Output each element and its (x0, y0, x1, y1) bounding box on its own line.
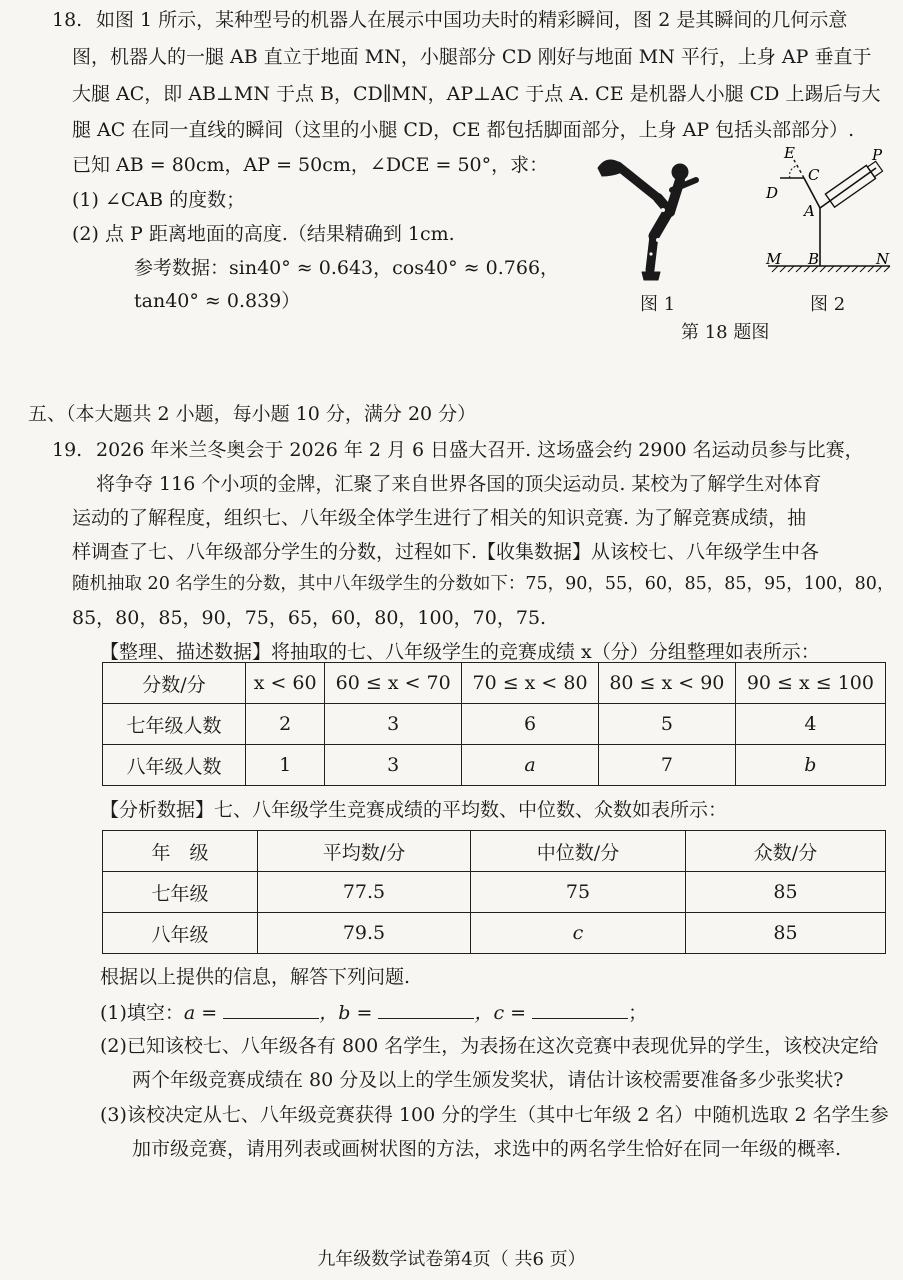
table-header-cell: 60 ≤ x < 70 (325, 663, 462, 704)
table-cell: 3 (325, 745, 462, 786)
q18-line-2: 图，机器人的一腿 AB 直立于地面 MN，小腿部分 CD 刚好与地面 MN 平行，上身 AP 垂直于 (72, 46, 872, 68)
figure-1-label: 图 1 (640, 294, 676, 315)
table-cell: 5 (598, 704, 735, 745)
point-b-label: B (808, 250, 820, 268)
q18-ref2: tan40° ≈ 0.839） (134, 290, 301, 312)
point-m-label: M (766, 250, 782, 268)
analyze-text: 【分析数据】七、八年级学生竞赛成绩的平均数、中位数、众数如表所示： (100, 799, 728, 821)
table-cell: 1 (246, 745, 325, 786)
answer-a-blank[interactable] (223, 1000, 319, 1019)
q19-line-1: 2026 年米兰冬奥会于 2026 年 2 月 6 日盛大召开. 这场盛会约 2900 名运动员参与比赛， (96, 439, 864, 461)
table-header-cell: x < 60 (246, 663, 325, 704)
figure-caption: 第 18 题图 (681, 322, 770, 343)
fill-c-label: ，c = (474, 1002, 527, 1024)
table-cell: a (462, 745, 599, 786)
q18-line-1: 如图 1 所示，某种型号的机器人在展示中国功夫时的精彩瞬间，图 2 是其瞬间的几何示意 (96, 9, 848, 31)
fill-label: (1)填空： (100, 1002, 184, 1024)
table-cell: 3 (325, 704, 462, 745)
table-cell: 4 (735, 704, 885, 745)
part2-line-2: 两个年级竞赛成绩在 80 分及以上的学生颁发奖状，请估计该校需要准备多少张奖状? (132, 1069, 844, 1091)
part2-line-1: (2)已知该校七、八年级各有 800 名学生，为表扬在这次竞赛中表现优异的学生，该校决定给 (100, 1035, 879, 1057)
table-header-row (103, 663, 886, 704)
table-row (103, 745, 886, 786)
table-cell: 7 (598, 745, 735, 786)
table-header-cell: 分数/分 (103, 663, 246, 704)
fill-end: ； (628, 1002, 648, 1024)
table-header-cell: 80 ≤ x < 90 (598, 663, 735, 704)
table-cell: 七年级 (103, 872, 258, 913)
table-cell: 77.5 (258, 872, 471, 913)
q19-line-3: 运动的了解程度，组织七、八年级全体学生进行了相关的知识竞赛. 为了解竞赛成绩，抽 (72, 507, 807, 529)
table-row (103, 872, 886, 913)
table-row (103, 704, 886, 745)
q18-line-4: 腿 AC 在同一直线的瞬间（这里的小腿 CD，CE 都包括脚面部分，上身 AP 包括头部部分）. (72, 119, 855, 141)
table-header-row (103, 831, 886, 872)
point-a-label: A (804, 202, 815, 220)
answer-c-blank[interactable] (532, 1000, 628, 1019)
segment-ap (820, 168, 876, 208)
q19-line-4: 样调查了七、八年级部分学生的分数，过程如下.【收集数据】从该校七、八年级学生中各 (72, 541, 820, 563)
point-e-label: E (784, 144, 795, 162)
segment-ce-dashed (794, 160, 804, 178)
table-cell: 七年级人数 (103, 704, 246, 745)
fill-b-label: ，b = (319, 1002, 373, 1024)
organize-text: 【整理、描述数据】将抽取的七、八年级学生的竞赛成绩 x（分）分组整理如表所示： (100, 641, 820, 663)
table-header-cell: 年 级 (103, 831, 258, 872)
table-header-cell: 中位数/分 (471, 831, 686, 872)
table-cell: 79.5 (258, 913, 471, 954)
point-n-label: N (876, 250, 890, 268)
fill-in-line (100, 1000, 647, 1026)
q18-sub1: (1) ∠CAB 的度数； (72, 189, 246, 211)
q19-line-6: 85，80，85，90，75，65，60，80，100，70，75. (72, 607, 547, 629)
table-cell: 八年级人数 (103, 745, 246, 786)
q19-line-5: 随机抽取 20 名学生的分数，其中八年级学生的分数如下：75，90，55，60，85，85，95，100，80， (72, 574, 895, 594)
table-cell: 6 (462, 704, 599, 745)
part3-line-1: (3)该校决定从七、八年级竞赛获得 100 分的学生（其中七年级 2 名）中随机选取 2 名学生参 (100, 1104, 889, 1126)
table-cell: 85 (686, 872, 886, 913)
table-cell: 八年级 (103, 913, 258, 954)
table-header-cell: 众数/分 (686, 831, 886, 872)
page-footer: 九年级数学试卷第4页（ 共6 页） (317, 1249, 586, 1270)
figure-2-diagram (758, 140, 898, 280)
table-header-cell: 90 ≤ x ≤ 100 (735, 663, 885, 704)
table-cell: 85 (686, 913, 886, 954)
q18-line-5: 已知 AB = 80cm，AP = 50cm，∠DCE = 50°，求： (72, 154, 549, 176)
table-cell: c (471, 913, 686, 954)
table-cell: b (735, 745, 885, 786)
fill-a-label: a = (183, 1002, 218, 1024)
answer-b-blank[interactable] (378, 1000, 474, 1019)
prompt-text: 根据以上提供的信息，解答下列问题. (100, 966, 411, 988)
statistics-table (102, 830, 886, 954)
table-row (103, 913, 886, 954)
q18-sub2: (2) 点 P 距离地面的高度.（结果精确到 1cm. (72, 223, 455, 245)
figure-1-robot-image (588, 150, 718, 290)
table-header-cell: 平均数/分 (258, 831, 471, 872)
table-cell: 2 (246, 704, 325, 745)
section-5-header: 五、（本大题共 2 小题，每小题 10 分，满分 20 分） (28, 403, 477, 425)
point-c-label: C (808, 166, 820, 184)
q19-line-2: 将争夺 116 个小项的金牌，汇聚了来自世界各国的顶尖运动员. 某校为了解学生对体育 (96, 473, 822, 495)
q18-number: 18. (52, 9, 83, 31)
q18-ref1: 参考数据：sin40° ≈ 0.643，cos40° ≈ 0.766， (134, 257, 560, 279)
part3-line-2: 加市级竞赛，请用列表或画树状图的方法，求选中的两名学生恰好在同一年级的概率. (132, 1138, 842, 1160)
angle-dce-arc (790, 166, 796, 178)
q18-line-3: 大腿 AC，即 AB⊥MN 于点 B，CD∥MN，AP⊥AC 于点 A. CE 是机器人小腿 CD 上踢后与大 (72, 83, 881, 105)
point-p-label: P (872, 146, 883, 164)
table-header-cell: 70 ≤ x < 80 (462, 663, 599, 704)
figure-2-label: 图 2 (810, 294, 846, 315)
q19-number: 19. (52, 439, 83, 461)
score-distribution-table (102, 662, 886, 786)
point-d-label: D (766, 184, 779, 202)
table-cell: 75 (471, 872, 686, 913)
